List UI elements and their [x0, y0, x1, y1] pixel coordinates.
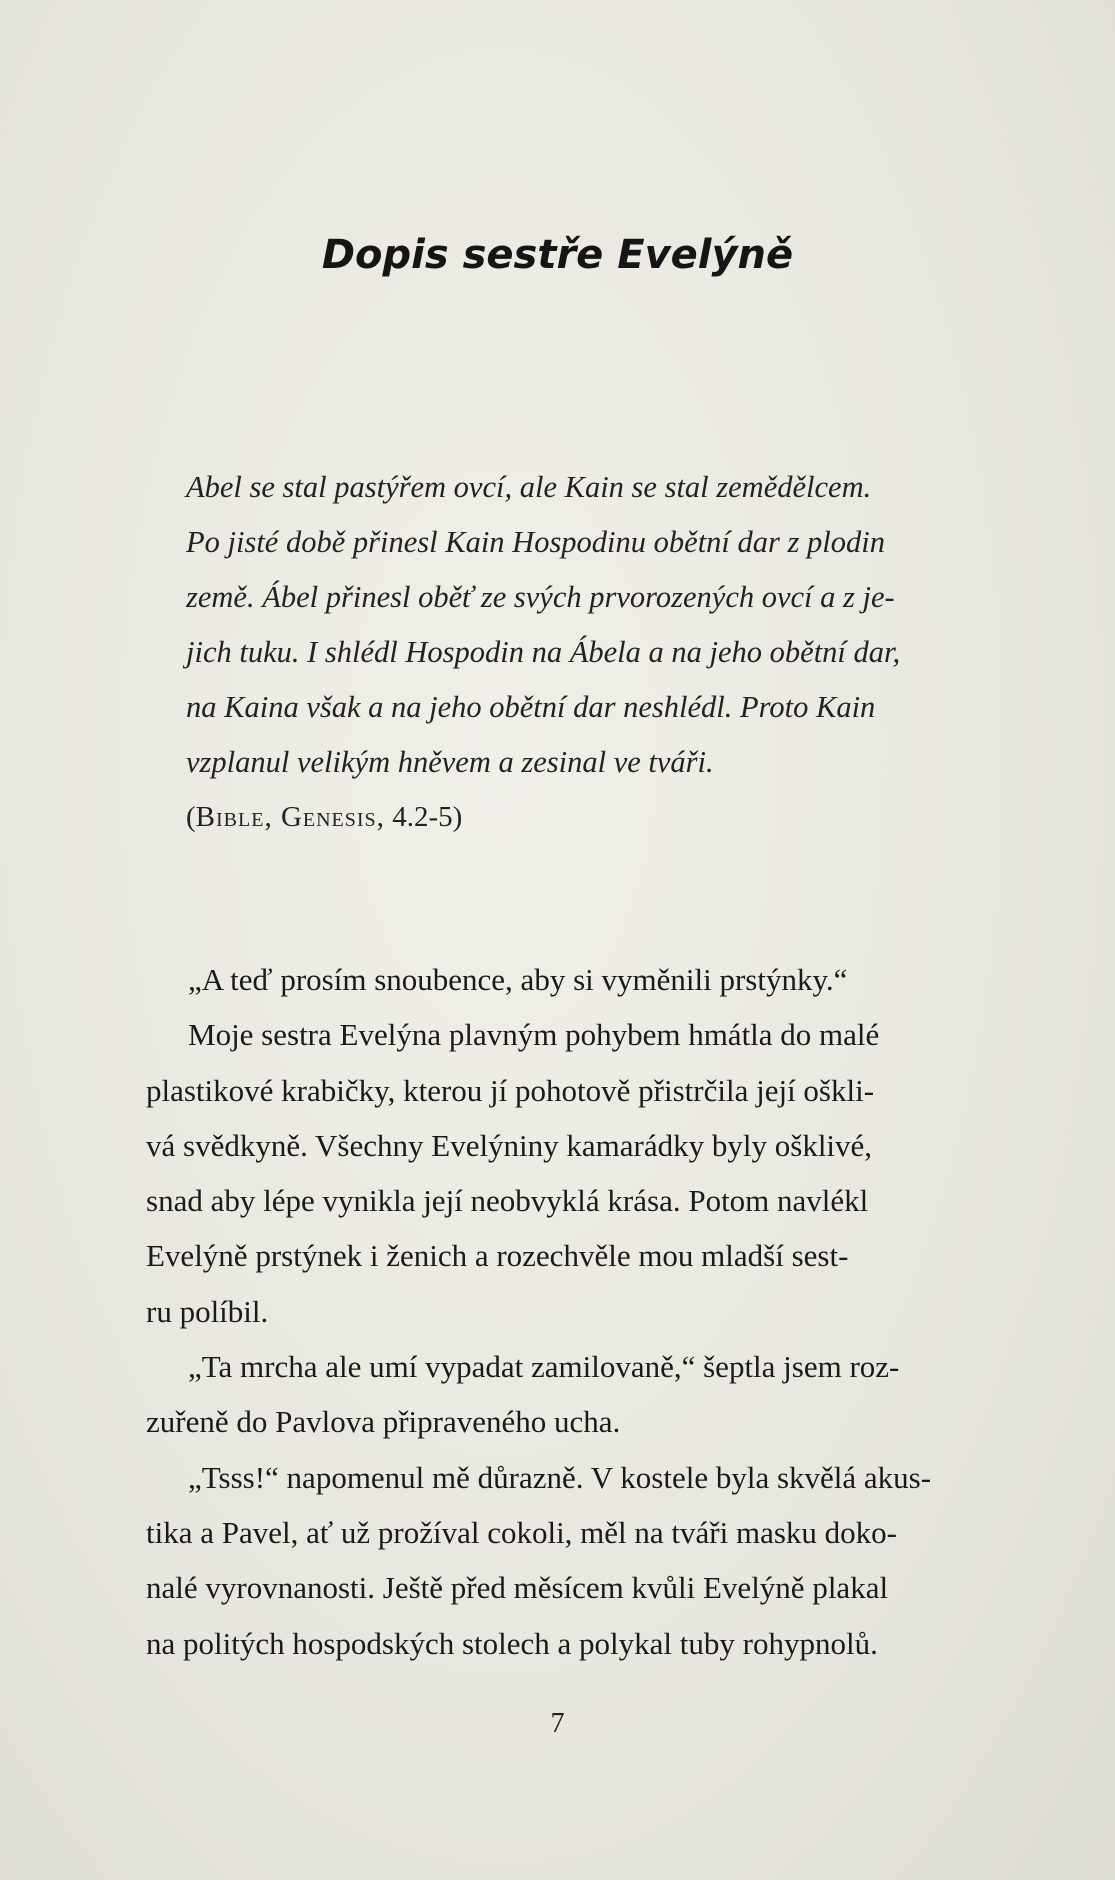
page-number: 7: [550, 1708, 565, 1739]
paragraph-line: „A teď prosím snoubence, aby si vyměnili prstýnky.“: [188, 962, 848, 997]
paragraph-line: „Ta mrcha ale umí vypadat zamilovaně,“ šeptla jsem roz-: [188, 1349, 900, 1385]
paragraph-line: snad aby lépe vynikla její neobvyklá krása. Potom navlékl: [146, 1183, 869, 1219]
epigraph-line: vzplanul velikým hněvem a zesinal ve tváři.: [186, 745, 714, 779]
source-paren: (: [186, 801, 196, 833]
paragraph-line: vá svědkyně. Všechny Evelýniny kamarádky byly ošklivé,: [146, 1127, 873, 1163]
body-text: [146, 952, 1026, 1671]
paragraph-line: plastikové krabičky, kterou jí pohotově přistrčila její oškli-: [146, 1072, 875, 1108]
paragraph-line: „Tsss!“ napomenul mě důrazně. V kostele byla skvělá akus-: [188, 1459, 932, 1495]
epigraph-line: jich tuku. I shlédl Hospodin na Ábela a na jeho obětní dar,: [186, 635, 901, 669]
paragraph-line: ru políbil.: [146, 1293, 269, 1329]
paragraph-line: tika a Pavel, ať už prožíval cokoli, měl na tváři masku doko-: [146, 1514, 897, 1550]
epigraph-line: Po jisté době přinesl Kain Hospodinu obětní dar z plodin: [186, 525, 885, 559]
source-work: Bible, Genesis,: [195, 801, 385, 833]
chapter-title: Dopis sestře Evelýně: [321, 232, 794, 278]
epigraph-source: [186, 790, 986, 845]
paragraph-line: na politých hospodských stolech a polykal tuby rohypnolů.: [146, 1625, 878, 1661]
epigraph-line: Abel se stal pastýřem ovcí, ale Kain se stal zemědělcem.: [186, 470, 872, 504]
paragraph-line: Moje sestra Evelýna plavným pohybem hmátla do malé: [188, 1017, 880, 1053]
epigraph-line: na Kaina však a na jeho obětní dar neshlédl. Proto Kain: [186, 690, 876, 724]
paragraph-line: nalé vyrovnanosti. Ještě před měsícem kvůli Evelýně plakal: [146, 1570, 889, 1606]
source-reference: 4.2-5): [384, 801, 463, 833]
paragraph-line: zuřeně do Pavlova připraveného ucha.: [146, 1404, 621, 1440]
epigraph: [186, 460, 986, 845]
epigraph-line: země. Ábel přinesl oběť ze svých prvorozených ovcí a z je-: [186, 580, 895, 614]
paragraph-line: Evelýně prstýnek i ženich a rozechvěle mou mladší sest-: [146, 1238, 849, 1274]
